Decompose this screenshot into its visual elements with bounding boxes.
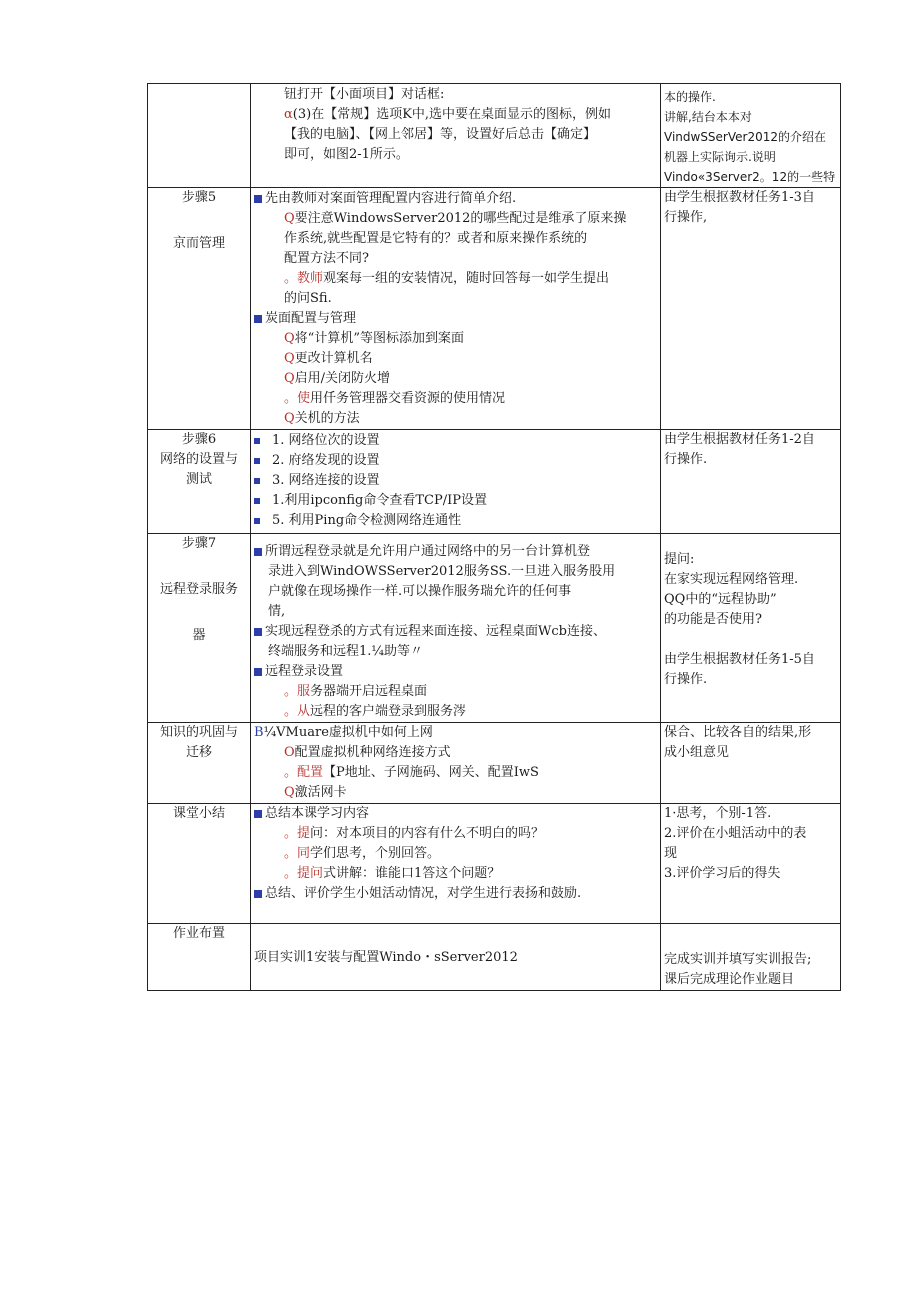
content-text: 炭面配置与管理	[265, 311, 357, 326]
content-text: 更改计算机名	[294, 351, 373, 366]
content-line	[251, 269, 660, 289]
content-line	[251, 491, 660, 511]
content-text: 情,	[268, 604, 286, 619]
step-cell	[148, 84, 251, 188]
content-line	[251, 804, 660, 824]
table-row	[148, 924, 841, 991]
note-line: 由学生根据教材任务1-2自	[664, 432, 815, 447]
content-text: 先由教师对案面管理配置内容进行简单介绍.	[265, 191, 517, 206]
note-line: Vindo«3Server2。12的一些特	[664, 170, 836, 184]
note-line	[661, 630, 840, 650]
bullet-marker: 。服	[284, 684, 311, 699]
content-line	[251, 145, 660, 165]
step-label: 测试	[185, 472, 212, 487]
bullet-marker: 。提问	[284, 866, 324, 881]
content-text: ¼VMuare虚拟机中如何上网	[263, 725, 433, 740]
content-text: 式讲解：谁能口1答这个问题？	[323, 866, 501, 881]
step-label: 远程登录服务	[159, 582, 238, 597]
content-line	[251, 622, 660, 642]
note-line: 讲解,结台本本对	[664, 110, 752, 124]
content-text: 务器端开启远程桌面	[310, 684, 428, 699]
bullet-marker: 。同	[284, 846, 311, 861]
content-text: 将“计算机”等图标添加到案面	[294, 331, 464, 346]
table-row	[148, 430, 841, 534]
bullet-marker: Q	[284, 371, 295, 386]
content-text: 用仟务管理器交看资源的使用情况	[310, 391, 506, 406]
note-line: 保合、比较各自的结果,形	[664, 725, 812, 740]
square-bullet-icon	[254, 810, 262, 818]
note-line: 1·思考，个别-1答.	[664, 806, 772, 821]
content-line	[251, 884, 660, 904]
content-text: 终端服务和远程1.¼助等〃	[268, 644, 424, 659]
content-line	[251, 209, 660, 229]
square-bullet-icon	[254, 518, 260, 524]
content-line	[251, 125, 660, 145]
bullet-marker: 。配置	[284, 765, 324, 780]
table-row	[148, 804, 841, 924]
note-cell	[661, 723, 841, 804]
table-row	[148, 723, 841, 804]
bullet-marker: O	[284, 745, 295, 760]
content-text: 3. 网络连接的设置	[272, 473, 380, 488]
bullet-marker: 。从	[284, 704, 311, 719]
note-line: 在家实现远程网络管理.	[664, 572, 799, 587]
step-cell	[148, 188, 251, 430]
step-label: 京而管理	[172, 236, 225, 251]
square-bullet-icon	[254, 478, 260, 484]
square-bullet-icon	[254, 458, 260, 464]
note-line: 行操作,	[664, 210, 708, 225]
note-line: 由学生根据教材任务1-5自	[664, 652, 815, 667]
content-line	[251, 864, 660, 884]
content-line	[251, 409, 660, 429]
note-line: 现	[664, 846, 678, 861]
step-label: 步骤5	[181, 190, 217, 205]
note-line: 课后完成理论作业题目	[664, 972, 795, 987]
note-line: 2.评价在小蛆活动中的表	[664, 826, 807, 841]
bullet-marker: Q	[284, 785, 295, 800]
content-text: 1. 网络位次的设置	[272, 433, 380, 448]
content-text: 远程登录设置	[265, 664, 344, 679]
content-text: 5. 利用Ping命令检测网络连通性	[272, 513, 462, 528]
content-line	[251, 844, 660, 864]
note-cell	[661, 430, 841, 534]
content-line	[251, 369, 660, 389]
content-line	[251, 249, 660, 269]
square-bullet-icon	[254, 628, 262, 636]
step-cell	[148, 804, 251, 924]
content-line	[251, 743, 660, 763]
content-line	[251, 309, 660, 329]
note-line: 行操作.	[664, 452, 708, 467]
content-text: 实现远程登杀的方式有远程来面连接、远程桌面Wcb连接、	[265, 624, 606, 639]
bullet-marker: α	[284, 107, 293, 122]
note-line: VindwSSerVer2012的介绍在	[664, 130, 827, 144]
note-line: QQ中的“远程协助”	[664, 592, 777, 607]
content-text: 总结本课学习内容	[265, 806, 370, 821]
square-bullet-icon	[254, 315, 262, 323]
step-label: 知识的巩固与	[159, 725, 238, 740]
table-row	[148, 534, 841, 723]
step-label: 网络的设置与	[159, 452, 238, 467]
content-line	[251, 85, 660, 105]
content-text: 录进入到WindOWSServer2012服务SS.一旦进入服务股用	[268, 564, 616, 579]
content-text: 【我的电脑】、【网上邻居】等，设置好后总击【确定】	[284, 127, 597, 142]
content-line	[251, 471, 660, 491]
square-bullet-icon	[254, 498, 260, 504]
content-line	[251, 511, 660, 531]
content-text: 学们思考，个别回答。	[310, 846, 441, 861]
note-line: 由学生根抠教材任务1-3自	[664, 190, 815, 205]
table-row	[148, 188, 841, 430]
content-cell	[251, 924, 661, 991]
step-cell	[148, 430, 251, 534]
content-line	[251, 349, 660, 369]
note-cell	[661, 534, 841, 723]
content-line	[251, 642, 660, 662]
content-line	[251, 542, 660, 562]
content-text: 关机的方法	[294, 411, 360, 426]
content-line	[251, 824, 660, 844]
content-line	[251, 105, 660, 125]
step-label: 迁移	[185, 745, 212, 760]
bullet-marker: B	[254, 725, 264, 740]
step-label: 步骤6	[181, 432, 217, 447]
square-bullet-icon	[254, 195, 262, 203]
content-line	[251, 662, 660, 682]
note-line: 机器上实际询示.说明	[664, 150, 776, 164]
note-cell	[661, 188, 841, 430]
content-line	[251, 451, 660, 471]
note-line: 3.评价学习后的得失	[664, 866, 781, 881]
note-line: 行操作.	[664, 672, 708, 687]
content-text: 项目实训1安装与配置Windo・sServer2012	[254, 950, 518, 965]
content-cell	[251, 723, 661, 804]
content-text: 激活网卡	[294, 785, 347, 800]
square-bullet-icon	[254, 668, 262, 676]
bullet-marker: Q	[284, 211, 295, 226]
content-text: 所谓远程登录就是允许用户通过网络中的另一台计算机登	[265, 544, 591, 559]
bullet-marker: 。教师	[284, 271, 324, 286]
content-line	[251, 783, 660, 803]
content-line	[251, 431, 660, 451]
content-line	[251, 389, 660, 409]
step-label: 课堂小结	[172, 806, 225, 821]
content-line	[251, 229, 660, 249]
bullet-marker: 。使	[284, 391, 311, 406]
step-label: 器	[192, 628, 206, 643]
content-line	[251, 602, 660, 622]
bullet-marker: Q	[284, 351, 295, 366]
content-text: 启用/关闭防火增	[294, 371, 391, 386]
content-text: 配置方法不同?	[284, 251, 369, 266]
content-cell	[251, 430, 661, 534]
lesson-plan-table	[147, 83, 841, 991]
step-cell	[148, 534, 251, 723]
bullet-marker: 。提	[284, 826, 311, 841]
content-cell	[251, 804, 661, 924]
note-cell	[661, 924, 841, 991]
bullet-marker: Q	[284, 411, 295, 426]
content-text: 总结、评价学生小姐活动情况，对学生进行表扬和鼓励.	[265, 886, 582, 901]
content-line	[251, 682, 660, 702]
content-line	[251, 329, 660, 349]
note-line: 完成实训并填写实训报告;	[664, 952, 812, 967]
step-cell	[148, 924, 251, 991]
content-line	[251, 189, 660, 209]
content-text: (3)在【常规】选项K中,选中要在桌面显示的图标，例如	[292, 107, 612, 122]
content-text: 1.利用ipconfig命令查看TCP/IP设置	[272, 493, 487, 508]
note-cell	[661, 84, 841, 188]
content-text: 的问Sfi.	[284, 291, 332, 306]
content-text: 2. 府络发现的设置	[272, 453, 380, 468]
content-cell	[251, 84, 661, 188]
note-line: 提问:	[664, 552, 695, 567]
content-text: 户就像在现场操作一样.可以操作服务瑞允许的任何事	[268, 584, 572, 599]
content-text: 【P地址、子网施码、网关、配置IwS	[323, 765, 539, 780]
square-bullet-icon	[254, 890, 262, 898]
content-text: 远程的客户端登录到服务涔	[310, 704, 467, 719]
content-text: 观案每一组的安装情况，随时回答每一如学生提出	[323, 271, 610, 286]
content-text: 要注意WindowsServer2012的哪些配过是维承了原来操	[294, 211, 627, 226]
note-line: 成小组意见	[664, 745, 730, 760]
content-cell	[251, 534, 661, 723]
content-line	[251, 723, 660, 743]
step-label: 作业布置	[172, 926, 225, 941]
step-label: 步骤7	[181, 536, 217, 551]
content-text: 配置虚拟机种网络连接方式	[294, 745, 451, 760]
note-line: 本的操作.	[664, 90, 716, 104]
square-bullet-icon	[254, 548, 262, 556]
step-cell	[148, 723, 251, 804]
square-bullet-icon	[254, 438, 260, 444]
bullet-marker: Q	[284, 331, 295, 346]
content-cell	[251, 188, 661, 430]
content-line	[251, 948, 660, 968]
content-text: 即可，如图2-1所示。	[284, 147, 409, 162]
content-line	[251, 702, 660, 722]
content-text: 作系统,就些配置是它特有的？或者和原来操作系统的	[284, 231, 588, 246]
note-line: 的功能是否使用?	[664, 612, 762, 627]
content-line	[251, 289, 660, 309]
content-line	[251, 763, 660, 783]
content-line	[251, 562, 660, 582]
note-cell	[661, 804, 841, 924]
table-row	[148, 84, 841, 188]
content-line	[251, 582, 660, 602]
content-text: 钮打开【小面项目】对话框:	[284, 87, 445, 102]
content-text: 问：对本项目的内容有什么不明白的吗？	[310, 826, 545, 841]
